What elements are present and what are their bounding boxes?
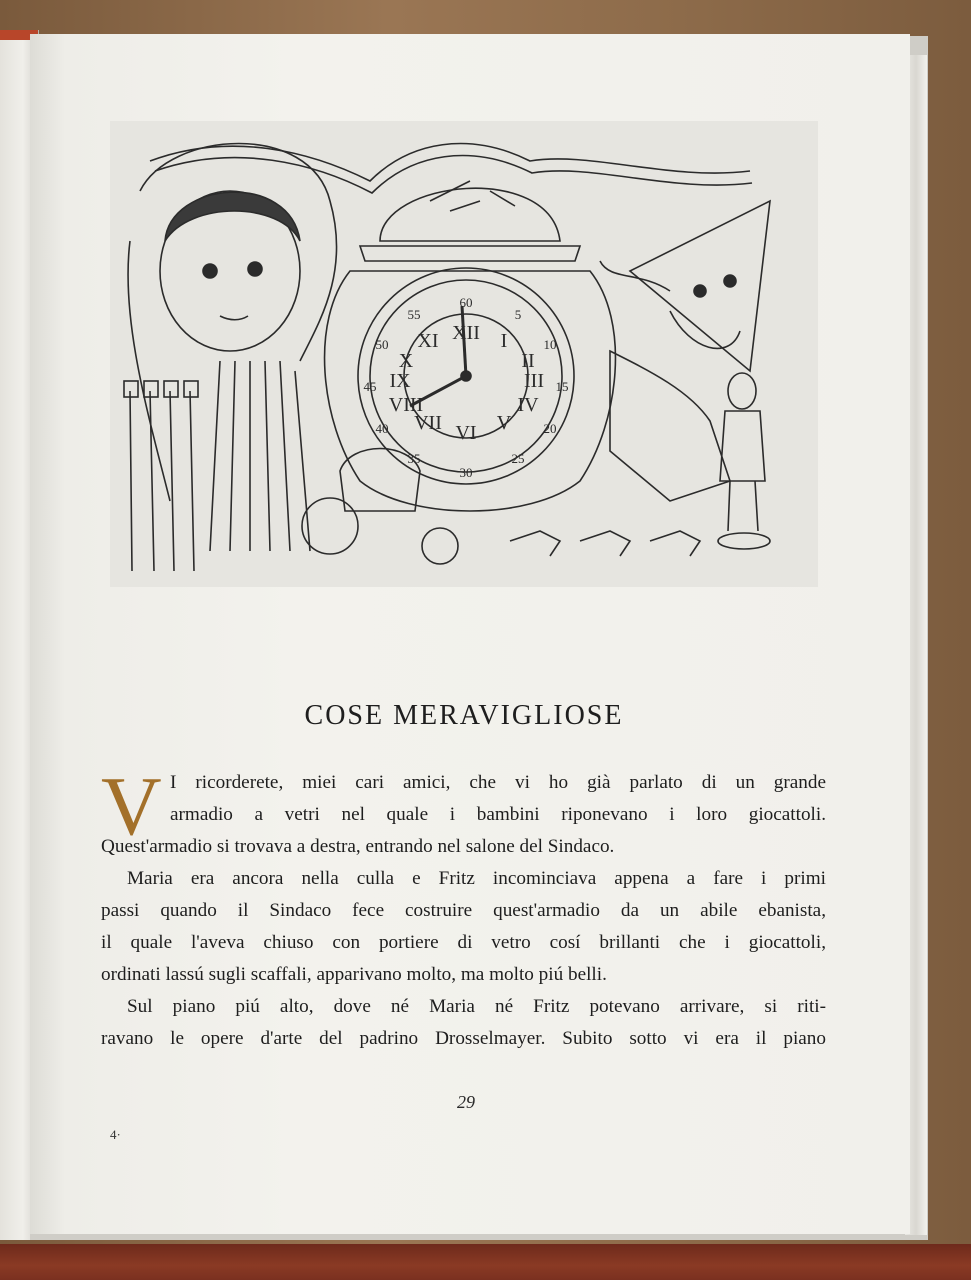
clock-numeral: III — [524, 370, 544, 392]
clock-minute: 55 — [407, 307, 421, 322]
clock-numeral: IV — [517, 394, 539, 416]
page-number: 29 — [457, 1092, 475, 1112]
clock-minute: 45 — [363, 379, 377, 394]
clock-minute: 60 — [459, 295, 473, 310]
clock-minute: 20 — [543, 421, 557, 436]
chapter-title: COSE MERAVIGLIOSE — [304, 700, 624, 731]
text-line: Maria era ancora nella culla e Fritz incominciava appena a fare i primi — [127, 868, 826, 889]
clock-minute: 15 — [555, 379, 569, 394]
text-line: I ricorderete, miei cari amici, che vi ho già parlato di un grande — [170, 772, 826, 793]
clock-minute: 30 — [459, 465, 473, 480]
clock-numeral: VI — [455, 422, 477, 444]
clock-numeral: VIII — [388, 394, 424, 416]
illustration-drawing — [110, 121, 818, 587]
clock-numeral: XII — [452, 322, 480, 344]
clock-minute: 25 — [511, 451, 525, 466]
clock-numeral: XI — [417, 330, 439, 352]
text-line: il quale l'aveva chiuso con portiere di vetro cosí brillanti che i giocattoli, — [101, 932, 826, 953]
text-line: Quest'armadio si trovava a destra, entrando nel salone del Sindaco. — [101, 836, 615, 857]
table-edge — [0, 1244, 971, 1280]
clock-minute: 10 — [543, 337, 557, 352]
clock-minute: 5 — [514, 307, 522, 322]
clock-numeral: IX — [389, 370, 411, 392]
clock-minute: 50 — [375, 337, 389, 352]
clock-minute: 40 — [375, 421, 389, 436]
text-line: ravano le opere d'arte del padrino Drosselmayer. Subito sotto vi era il piano — [101, 1028, 826, 1049]
body-text — [101, 831, 826, 1055]
text-line: Sul piano piú alto, dove né Maria né Fritz potevano arrivare, si riti- — [127, 996, 826, 1017]
clock-numeral: II — [521, 350, 535, 372]
text-line: ordinati lassú sugli scaffali, apparivano molto, ma molto piú belli. — [101, 964, 607, 985]
clock-numeral: I — [500, 330, 508, 352]
drop-cap: V — [101, 760, 162, 853]
clock-numeral: V — [496, 412, 512, 434]
clock-numeral: X — [398, 350, 414, 372]
clock-minute: 35 — [407, 451, 421, 466]
text-line: armadio a vetri nel quale i bambini riponevano i loro giocattoli. — [170, 804, 826, 825]
signature-mark: 4· — [110, 1127, 121, 1142]
paragraph-1-start — [170, 767, 826, 831]
clock-numeral: VII — [414, 412, 442, 434]
illustration-toys-and-clock — [110, 121, 818, 587]
text-line: passi quando il Sindaco fece costruire quest'armadio da un abile ebanista, — [101, 900, 826, 921]
